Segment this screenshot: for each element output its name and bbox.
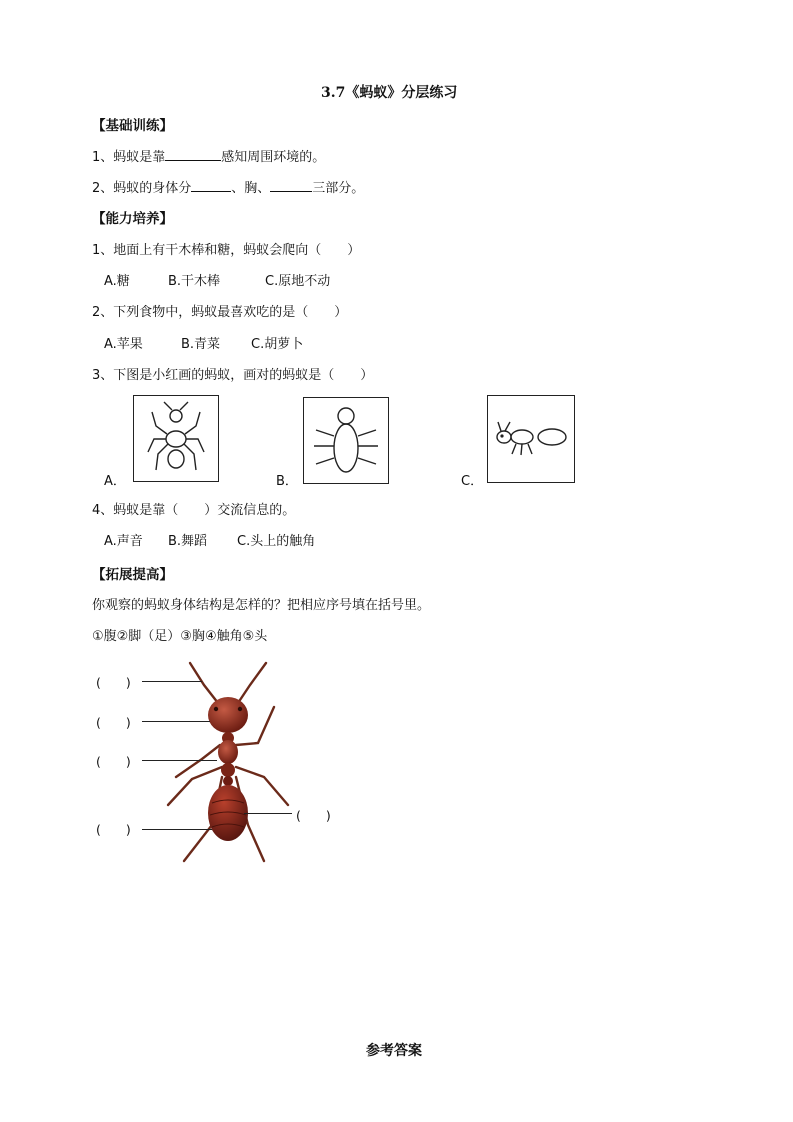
section-heading-basic: 【基础训练】 bbox=[92, 118, 173, 134]
option-a[interactable]: A.苹果 bbox=[104, 337, 143, 352]
option-b[interactable]: B.舞蹈 bbox=[168, 534, 208, 549]
ant-drawing-a[interactable] bbox=[133, 395, 219, 482]
question-ability-4: 4、蚂蚁是靠（ ）交流信息的。 bbox=[92, 503, 296, 518]
question-ability-2: 2、下列食物中，蚂蚁最喜欢吃的是（ ） bbox=[92, 305, 348, 320]
option-a[interactable]: A.糖 bbox=[104, 274, 130, 289]
label-bracket-leg[interactable]: ( ) bbox=[296, 808, 331, 823]
ant-drawing-b[interactable] bbox=[303, 397, 389, 484]
pointer-line bbox=[244, 813, 292, 814]
label-bracket-thorax[interactable]: ( ) bbox=[96, 754, 131, 769]
answer-key-heading: 参考答案 bbox=[366, 1043, 422, 1059]
answer-blank[interactable] bbox=[191, 177, 231, 192]
label-bracket-abdomen[interactable]: ( ) bbox=[96, 822, 131, 837]
ant-photo-icon bbox=[150, 655, 310, 870]
option-c[interactable]: C.原地不动 bbox=[265, 274, 331, 289]
page-title: 3.7《蚂蚁》分层练习 bbox=[321, 85, 458, 101]
option-b[interactable]: B.干木棒 bbox=[168, 274, 221, 289]
pointer-line bbox=[142, 760, 217, 761]
extension-prompt: 你观察的蚂蚁身体结构是怎样的？把相应序号填在括号里。 bbox=[92, 598, 431, 613]
option-a[interactable]: A.声音 bbox=[104, 534, 143, 549]
question-ability-3: 3、下图是小红画的蚂蚁，画对的蚂蚁是（ ） bbox=[92, 368, 374, 383]
question-ability-1: 1、地面上有干木棒和糖，蚂蚁会爬向（ ） bbox=[92, 243, 361, 258]
figure-label-a: A． bbox=[104, 474, 126, 489]
label-bracket-head[interactable]: ( ) bbox=[96, 715, 131, 730]
pointer-line bbox=[142, 829, 212, 830]
ant-drawing-a-icon bbox=[134, 396, 218, 481]
label-bracket-antenna[interactable]: ( ) bbox=[96, 675, 131, 690]
ant-drawing-c-icon bbox=[488, 396, 574, 482]
question-basic-1 bbox=[92, 146, 325, 165]
ant-drawing-b-icon bbox=[304, 398, 388, 483]
question-text: 2、蚂蚁的身体分 bbox=[92, 181, 192, 196]
pointer-line bbox=[142, 681, 202, 682]
ant-drawing-c[interactable] bbox=[487, 395, 575, 483]
section-heading-ability: 【能力培养】 bbox=[92, 211, 173, 227]
answer-blank[interactable] bbox=[270, 177, 312, 192]
option-c[interactable]: C.头上的触角 bbox=[237, 534, 316, 549]
question-basic-2 bbox=[92, 177, 364, 196]
pointer-line bbox=[142, 721, 210, 722]
option-c[interactable]: C.胡萝卜 bbox=[251, 337, 304, 352]
part-list: ①腹②脚（足）③胸④触角⑤头 bbox=[92, 629, 268, 644]
question-text: 三部分。 bbox=[312, 181, 365, 196]
figure-label-c: C． bbox=[461, 474, 484, 489]
question-text: 、胸、 bbox=[231, 181, 271, 196]
question-text: 1、蚂蚁是靠 bbox=[92, 150, 166, 165]
option-b[interactable]: B.青菜 bbox=[181, 337, 221, 352]
section-heading-extension: 【拓展提高】 bbox=[92, 567, 173, 583]
answer-blank[interactable] bbox=[165, 146, 221, 161]
figure-label-b: B． bbox=[276, 474, 298, 489]
question-text: 感知周围环境的。 bbox=[221, 150, 326, 165]
